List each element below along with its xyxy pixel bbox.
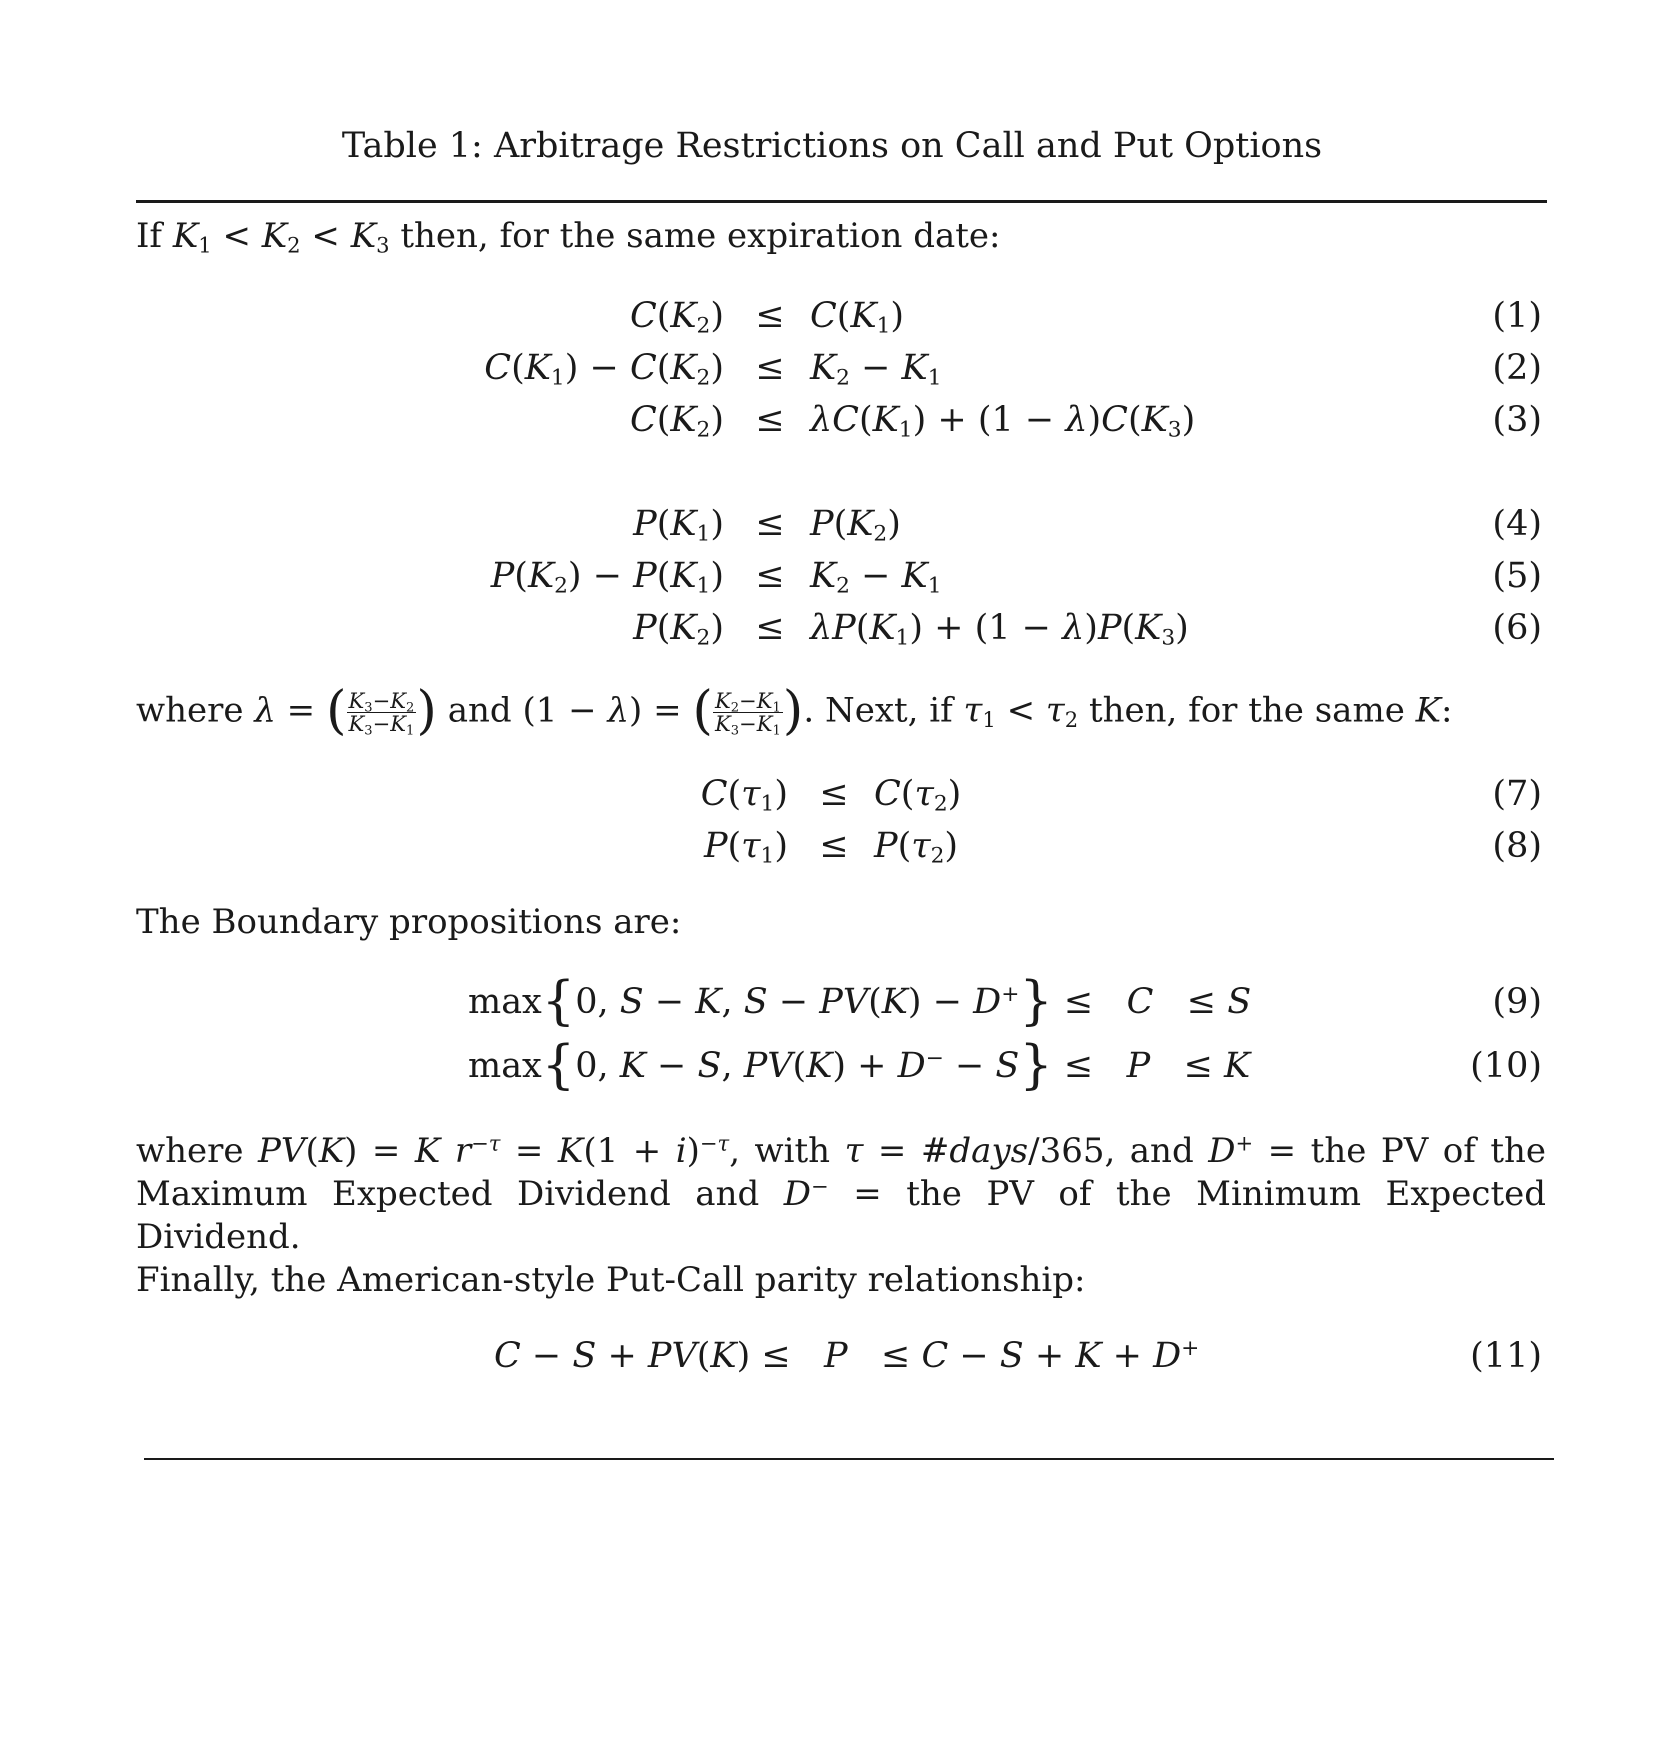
and-word: and	[447, 690, 512, 731]
where-word: where	[136, 690, 244, 731]
eq10-expression: max{0, K − S, PV(K) + D− − S} ≤ P ≤ K	[468, 1034, 1251, 1096]
eq10-number: (10)	[1470, 1046, 1542, 1086]
pv-with: , with	[729, 1131, 831, 1171]
eq1-rel: ≤	[755, 296, 785, 336]
eq5-rel: ≤	[755, 556, 785, 596]
eq3-rel: ≤	[755, 400, 785, 440]
intro-if: If	[136, 216, 163, 256]
bottom-rule	[144, 1458, 1554, 1460]
eq8-number: (8)	[1492, 826, 1542, 866]
table-title: Table 1: Arbitrage Restrictions on Call and Put Options	[341, 126, 1323, 166]
eq6-rel: ≤	[755, 608, 785, 648]
eq2-rel: ≤	[755, 348, 785, 388]
eq2-rhs: $K_2 - K_1$	[810, 348, 942, 391]
eq6-number: (6)	[1492, 608, 1542, 648]
then-same-words: then, for the same	[1088, 690, 1405, 731]
eq4-rhs: $P(K_2)$	[810, 504, 901, 547]
eq1-lhs: $C(K_2)$	[629, 296, 724, 339]
eq7-lhs: $C(\tau_1)$	[700, 774, 788, 817]
parity-intro: Finally, the American-style Put-Call parity relationship:	[136, 1260, 1086, 1300]
next-if-words: . Next, if	[803, 690, 953, 731]
eq7-rel: ≤	[819, 774, 849, 814]
pv-where: where	[136, 1131, 244, 1171]
eq3-rhs: $\lambda C(K_1) + (1 - \lambda)C(K_3)$	[810, 400, 1196, 443]
eq8-rel: ≤	[819, 826, 849, 866]
eq9-number: (9)	[1492, 982, 1542, 1022]
eq9-expression: max{0, S − K, S − PV(K) − D+} ≤ C ≤ S	[468, 970, 1252, 1032]
eq8-lhs: $P(\tau_1)$	[703, 826, 788, 869]
pv-min-text: the PV of the Minimum Expected Dividend.	[136, 1174, 1547, 1257]
intro-then: then, for the same expiration date:	[400, 216, 1001, 256]
lambda-definition-line: where λ = ( $\frac{K_3-K_2}{K_3-K_1}$ ) and (1 − λ) = ( $\frac{K_2-K_1}{K_3-K_1}$ ). Next, if $\tau_1 < \tau_2$ then, for the same K:	[136, 679, 1453, 741]
eq3-number: (3)	[1492, 400, 1542, 440]
eq4-rel: ≤	[755, 504, 785, 544]
eq1-rhs: $C(K_1)$	[810, 296, 905, 339]
eq6-lhs: $P(K_2)$	[633, 608, 724, 651]
pv-max-text: the PV of the Maximum Expected Dividend and	[136, 1131, 1547, 1214]
eq1-number: (1)	[1492, 296, 1542, 336]
eq5-number: (5)	[1492, 556, 1542, 596]
eq8-rhs: $P(\tau_2)$	[874, 826, 959, 869]
eq11-number: (11)	[1470, 1336, 1542, 1376]
pv-definition-paragraph: where PV(K) = K $r^{-\tau} = K(1 + i)^{-\tau}$, with τ = #days/365, and D+ = the PV of the Maximum Expected Dividend and D− = the PV of the Minimum Expected Dividend.	[136, 1130, 1547, 1257]
eq11-expression: C − S + PV(K) ≤ P ≤ C − S + K + D+	[494, 1336, 1200, 1376]
pv-and: , and	[1104, 1131, 1194, 1171]
eq6-rhs: $\lambda P(K_1) + (1 - \lambda)P(K_3)$	[810, 608, 1189, 651]
one-minus-lambda-fraction: $\frac{K_2-K_1}{K_3-K_1}$	[714, 688, 781, 739]
eq4-number: (4)	[1492, 504, 1542, 544]
lambda-fraction: $\frac{K_3-K_2}{K_3-K_1}$	[348, 688, 415, 739]
eq2-number: (2)	[1492, 348, 1542, 388]
eq7-number: (7)	[1492, 774, 1542, 814]
eq3-lhs: $C(K_2)$	[629, 400, 724, 443]
eq2-lhs: $C(K_1) - C(K_2)$	[484, 348, 724, 391]
boundary-intro: The Boundary propositions are:	[136, 902, 682, 942]
eq5-rhs: $K_2 - K_1$	[810, 556, 942, 599]
eq7-rhs: $C(\tau_2)$	[874, 774, 962, 817]
eq4-lhs: $P(K_1)$	[633, 504, 724, 547]
top-rule	[136, 200, 1547, 203]
eq5-lhs: $P(K_2) - P(K_1)$	[490, 556, 724, 599]
intro-line: If $K_1 < K_2 < K_3$ then, for the same expiration date:	[136, 216, 1001, 258]
